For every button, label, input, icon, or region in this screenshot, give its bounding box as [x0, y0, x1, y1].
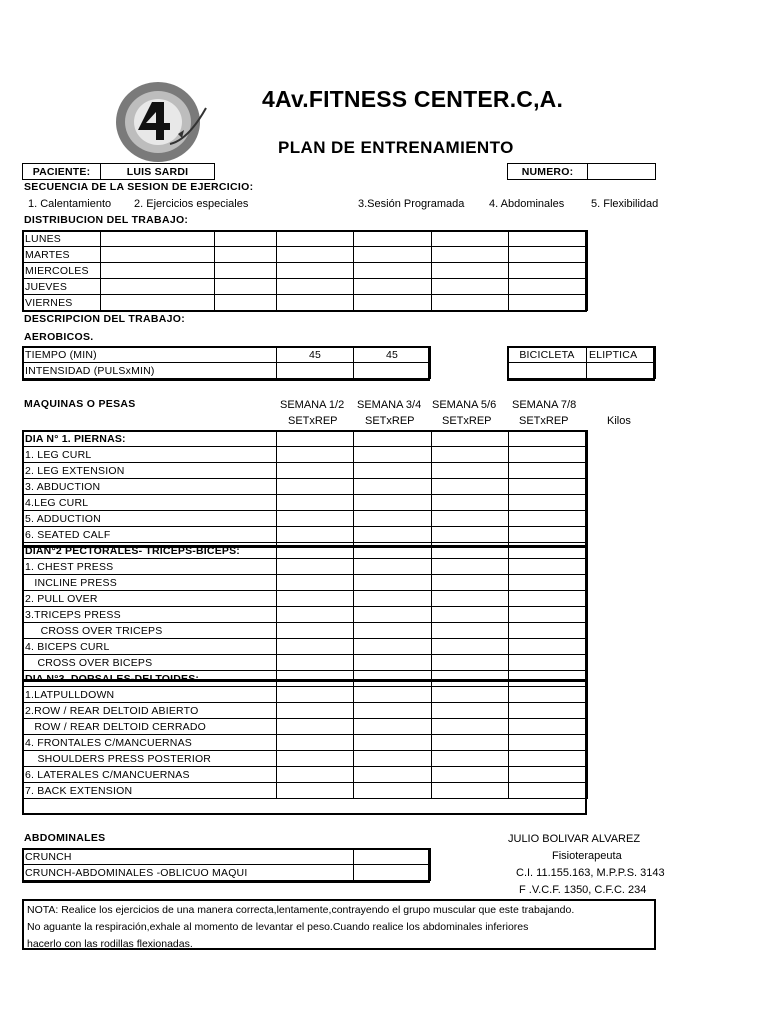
aerobic-value: 45: [277, 347, 354, 363]
day-title: DIA N° 1. PIERNAS:: [23, 431, 277, 447]
week-label: SEMANA 5/6: [432, 399, 497, 411]
exercise-label: CROSS OVER BICEPS: [23, 655, 277, 671]
exercise-label: 1. LEG CURL: [23, 447, 277, 463]
note-box: [22, 899, 656, 950]
day-row: [23, 247, 588, 263]
sequence-item: 3.Sesión Programada: [358, 198, 465, 210]
machines-heading: MAQUINAS O PESAS: [24, 398, 136, 410]
exercise-row: [23, 623, 588, 639]
aerobic-value: [354, 363, 431, 379]
abdominal-row: [23, 849, 431, 865]
day-label: MARTES: [23, 247, 101, 263]
day-label: LUNES: [23, 231, 101, 247]
set-label: SETxREP: [519, 415, 569, 427]
day-row: [23, 231, 588, 247]
day-label: MIERCOLES: [23, 263, 101, 279]
gym-logo-icon: [108, 74, 212, 166]
note-line: hacerlo con las rodillas flexionadas.: [27, 938, 193, 950]
week-label: SEMANA 1/2: [280, 399, 345, 411]
exercise-row: [23, 687, 588, 703]
exercise-label: ROW / REAR DELTOID CERRADO: [23, 719, 277, 735]
patient-label: PACIENTE:: [23, 164, 101, 180]
exercise-row: [23, 527, 588, 543]
abdominal-label: CRUNCH: [23, 849, 354, 865]
exercise-label: 4. FRONTALES C/MANCUERNAS: [23, 735, 277, 751]
day-title-row: [23, 431, 588, 447]
abdominals-heading: ABDOMINALES: [24, 832, 106, 844]
page-subtitle: PLAN DE ENTRENAMIENTO: [278, 138, 514, 157]
day-title: DIA N°3. DORSALES-DELTOIDES:: [23, 671, 277, 687]
day-title: DIAN°2 PECTORALES- TRICEPS-BICEPS:: [23, 543, 277, 559]
exercise-row: [23, 783, 588, 799]
exercise-row: [23, 447, 588, 463]
exercise-row: [23, 495, 588, 511]
number-value: [588, 164, 656, 180]
set-label: SETxREP: [365, 415, 415, 427]
aerobic-row: [23, 363, 431, 379]
exercise-label: 3.TRICEPS PRESS: [23, 607, 277, 623]
page-title: 4Av.FITNESS CENTER.C,A.: [262, 86, 564, 112]
aerobic-value: 45: [354, 347, 431, 363]
exercise-row: [23, 575, 588, 591]
exercise-label: 5. ADDUCTION: [23, 511, 277, 527]
aerobic-table: [22, 346, 431, 379]
sequence-item: 4. Abdominales: [489, 198, 565, 210]
number-table: [507, 163, 656, 180]
exercise-row: [23, 559, 588, 575]
exercise-label: 1.LATPULLDOWN: [23, 687, 277, 703]
signature-name: JULIO BOLIVAR ALVAREZ: [508, 833, 641, 845]
sequence-heading: SECUENCIA DE LA SESION DE EJERCICIO:: [24, 181, 254, 193]
abdominal-row: [23, 865, 431, 881]
sequence-item: 5. Flexibilidad: [591, 198, 659, 210]
set-label: SETxREP: [288, 415, 338, 427]
exercise-label: 6. SEATED CALF: [23, 527, 277, 543]
day-row: [23, 263, 588, 279]
day-row: [23, 279, 588, 295]
exercise-row: [23, 463, 588, 479]
aerobic-label: INTENSIDAD (PULSxMIN): [23, 363, 277, 379]
exercise-row: [23, 639, 588, 655]
exercise-label: INCLINE PRESS: [23, 575, 277, 591]
aerobic-machines-table: [507, 346, 656, 379]
distribution-heading: DISTRIBUCION DEL TRABAJO:: [24, 214, 189, 226]
exercise-label: 6. LATERALES C/MANCUERNAS: [23, 767, 277, 783]
exercise-label: 3. ABDUCTION: [23, 479, 277, 495]
patient-table: [22, 163, 215, 180]
exercise-row: [23, 703, 588, 719]
exercise-row: [23, 719, 588, 735]
exercise-label: 2.ROW / REAR DELTOID ABIERTO: [23, 703, 277, 719]
exercise-label: 4.LEG CURL: [23, 495, 277, 511]
note-line: NOTA: Realice los ejercicios de una manera correcta,lentamente,contrayendo el grupo muscular que este trabajando.: [27, 904, 575, 916]
exercise-row: [23, 735, 588, 751]
exercise-row: [23, 655, 588, 671]
abdominal-label: CRUNCH-ABDOMINALES -OBLICUO MAQUI: [23, 865, 354, 881]
exercise-row: [23, 591, 588, 607]
distribution-table: [22, 230, 588, 311]
week-label: SEMANA 7/8: [512, 399, 577, 411]
aerobic-value: [277, 363, 354, 379]
kilos-label: Kilos: [607, 415, 631, 427]
exercise-row: [23, 607, 588, 623]
number-label: NUMERO:: [508, 164, 588, 180]
exercise-label: 1. CHEST PRESS: [23, 559, 277, 575]
note-line: No aguante la respiración,exhale al momento de levantar el peso.Cuando realice los abdominales inferiores: [27, 921, 529, 933]
machine-bicicleta: BICICLETA: [508, 347, 587, 363]
machines-table: [22, 430, 588, 799]
week-label: SEMANA 3/4: [357, 399, 422, 411]
abdominals-table: [22, 848, 431, 881]
sequence-item: 1. Calentamiento: [28, 198, 112, 210]
exercise-row: [23, 479, 588, 495]
exercise-label: 2. PULL OVER: [23, 591, 277, 607]
exercise-label: SHOULDERS PRESS POSTERIOR: [23, 751, 277, 767]
day-label: VIERNES: [23, 295, 101, 311]
exercise-label: 4. BICEPS CURL: [23, 639, 277, 655]
day-title-row: [23, 543, 588, 559]
patient-name: LUIS SARDI: [101, 164, 215, 180]
day-label: JUEVES: [23, 279, 101, 295]
aerobic-row: [23, 347, 431, 363]
signature-role: Fisioterapeuta: [552, 850, 622, 862]
set-label: SETxREP: [442, 415, 492, 427]
aerobic-heading: AEROBICOS.: [24, 331, 94, 343]
exercise-label: CROSS OVER TRICEPS: [23, 623, 277, 639]
signature-id: C.I. 11.155.163, M.P.P.S. 3143: [516, 867, 665, 879]
description-heading: DESCRIPCION DEL TRABAJO:: [24, 313, 186, 325]
exercise-row: [23, 767, 588, 783]
aerobic-label: TIEMPO (MIN): [23, 347, 277, 363]
exercise-row: [23, 751, 588, 767]
day-row: [23, 295, 588, 311]
exercise-row: [23, 511, 588, 527]
exercise-label: 7. BACK EXTENSION: [23, 783, 277, 799]
sequence-item: 2. Ejercicios especiales: [134, 198, 249, 210]
machine-eliptica: ELIPTICA: [587, 347, 656, 363]
signature-registry: F .V.C.F. 1350, C.F.C. 234: [519, 884, 647, 896]
day-title-row: [23, 671, 588, 687]
exercise-label: 2. LEG EXTENSION: [23, 463, 277, 479]
